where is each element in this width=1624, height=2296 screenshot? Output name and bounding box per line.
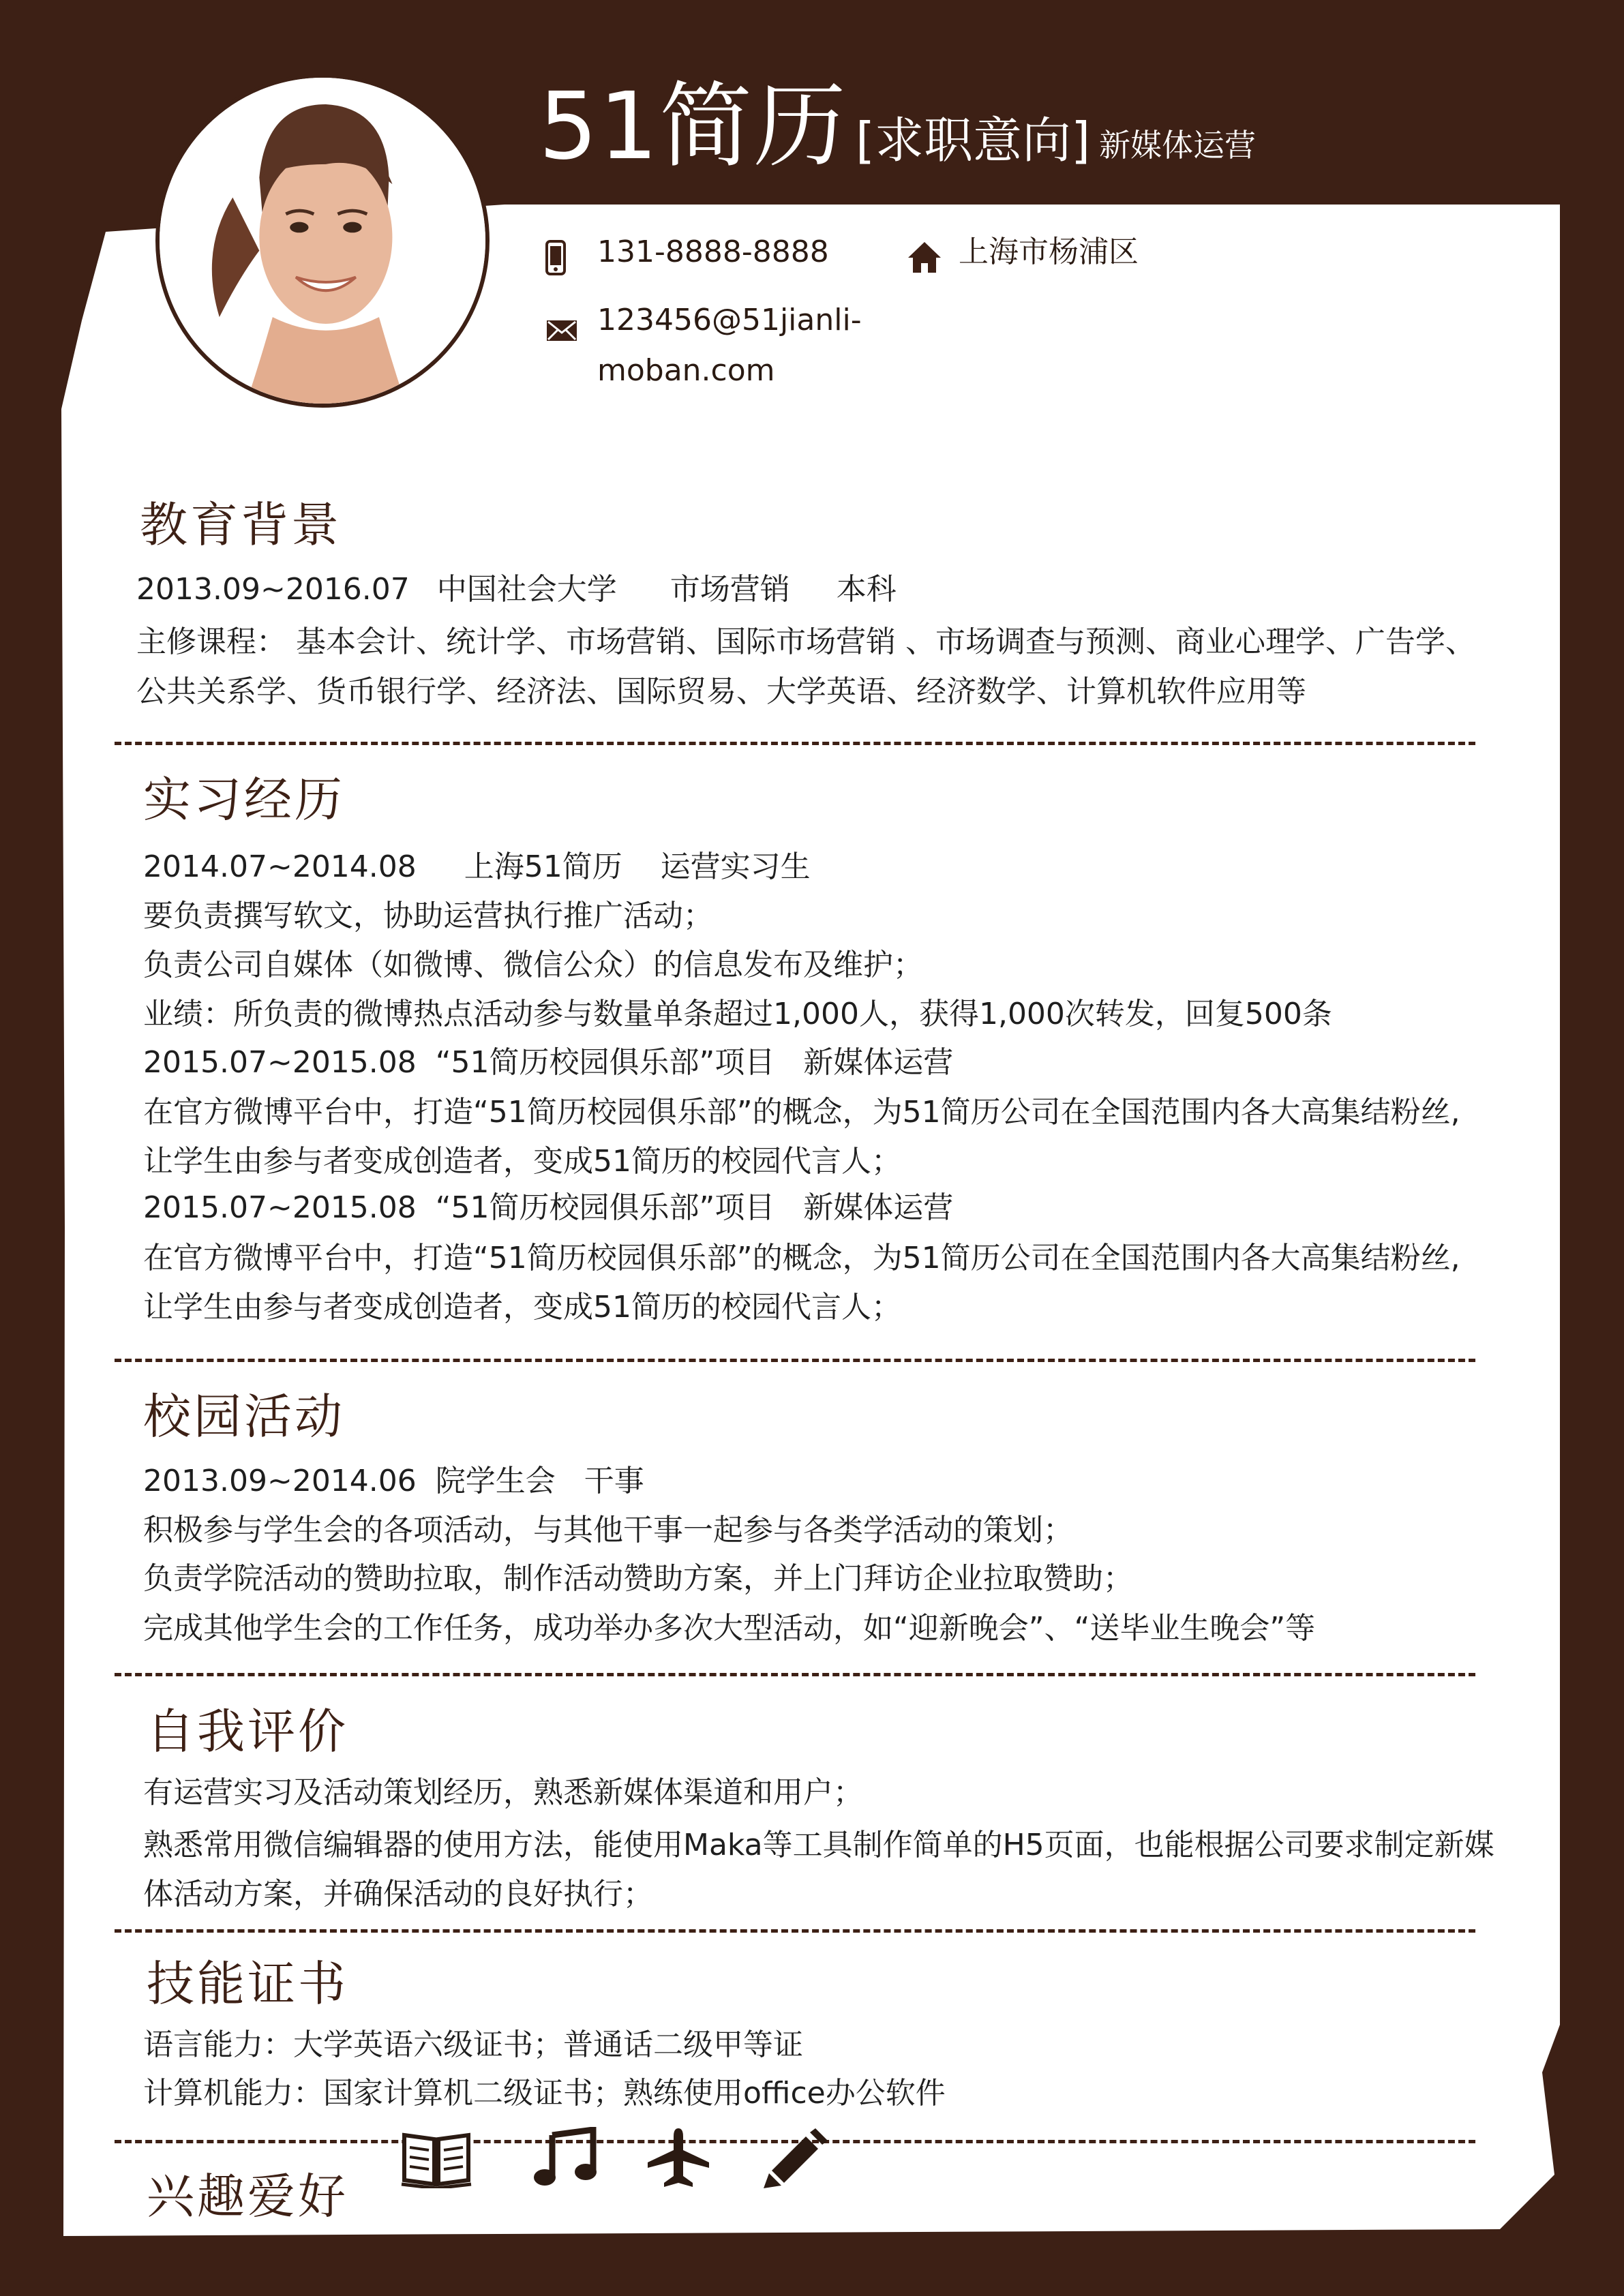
education-major: 市场营销 — [670, 572, 790, 607]
phone-number: 131-8888-8888 — [597, 235, 829, 269]
education-courses-2: 公共关系学、货币银行学、经济法、国际贸易、大学英语、经济数学、计算机软件应用等 — [136, 674, 1306, 709]
internship-line: 2014.07~2014.08 上海51简历 运营实习生 — [143, 849, 811, 884]
education-entry — [136, 572, 897, 607]
campus-line: 负责学院活动的赞助拉取，制作活动赞助方案，并上门拜访企业拉取赞助； — [143, 1561, 1133, 1596]
internship-line: 在官方微博平台中，打造“51简历校园俱乐部”的概念，为51简历公司在全国范围内各大高集结粉丝, — [143, 1241, 1460, 1275]
education-courses-1: 主修课程： 基本会计、统计学、市场营销、国际市场营销 、市场调查与预测、商业心理学、广告学、 — [136, 624, 1475, 659]
book-icon — [399, 2127, 474, 2188]
phone-icon — [545, 240, 566, 275]
skills-title: 技能证书 — [147, 1956, 348, 2012]
campus-line: 2013.09~2014.06 院学生会 干事 — [143, 1464, 644, 1498]
job-intent-value: 新媒体运营 — [1099, 127, 1256, 164]
education-period: 2013.09~2016.07 — [136, 572, 410, 607]
profile-photo — [155, 74, 490, 408]
campus-line: 积极参与学生会的各项活动，与其他干事一起参与各类学活动的策划； — [143, 1513, 1073, 1547]
address: 上海市杨浦区 — [959, 235, 1139, 269]
skills-line: 语言能力：大学英语六级证书；普通话二级甲等证 — [143, 2027, 803, 2062]
internship-line: 让学生由参与者变成创造者，变成51简历的校园代言人； — [143, 1144, 901, 1179]
education-title: 教育背景 — [140, 497, 342, 553]
hobbies-title: 兴趣爱好 — [147, 2169, 348, 2224]
divider — [115, 1673, 1475, 1676]
internship-line: 2015.07~2015.08 “51简历校园俱乐部”项目 新媒体运营 — [143, 1045, 954, 1080]
self-eval-title: 自我评价 — [147, 1704, 348, 1759]
internship-line: 业绩：所负责的微博热点活动参与数量单条超过1,000人，获得1,000次转发，回复500条 — [143, 997, 1332, 1031]
internship-line: 在官方微博平台中，打造“51简历校园俱乐部”的概念，为51简历公司在全国范围内各大高集结粉丝, — [143, 1095, 1460, 1130]
self-eval-line: 熟悉常用微信编辑器的使用方法，能使用Maka等工具制作简单的H5页面，也能根据公司要求制定新媒 — [143, 1828, 1494, 1862]
email-line-1: 123456@51jianli- — [597, 303, 862, 337]
pencil-icon — [757, 2127, 832, 2188]
campus-title: 校园活动 — [143, 1389, 345, 1445]
internship-line: 负责公司自媒体（如微博、微信公众）的信息发布及维护； — [143, 948, 923, 982]
divider — [115, 1929, 1475, 1933]
divider — [115, 742, 1475, 745]
internship-line: 2015.07~2015.08 “51简历校园俱乐部”项目 新媒体运营 — [143, 1190, 954, 1225]
internship-title: 实习经历 — [143, 772, 345, 828]
internship-line: 要负责撰写软文，协助运营执行推广活动； — [143, 898, 713, 933]
education-degree: 本科 — [836, 572, 897, 607]
candidate-name: 51简历 — [539, 73, 848, 181]
skills-line: 计算机能力：国家计算机二级证书；熟练使用office办公软件 — [143, 2076, 946, 2111]
email-line-2: moban.com — [597, 353, 775, 388]
divider — [115, 1359, 1475, 1362]
music-icon — [528, 2127, 603, 2188]
education-school: 中国社会大学 — [436, 572, 617, 607]
campus-line: 完成其他学生会的工作任务，成功举办多次大型活动，如“迎新晚会”、“送毕业生晚会”等 — [143, 1611, 1316, 1646]
self-eval-line: 有运营实习及活动策划经历，熟悉新媒体渠道和用户； — [143, 1775, 863, 1810]
airplane-icon — [641, 2127, 716, 2188]
internship-line: 让学生由参与者变成创造者，变成51简历的校园代言人； — [143, 1290, 901, 1325]
self-eval-line: 体活动方案，并确保活动的良好执行； — [143, 1877, 653, 1912]
mail-icon — [545, 319, 578, 342]
home-icon — [907, 240, 942, 274]
job-intent-label: [求职意向] — [856, 112, 1091, 169]
